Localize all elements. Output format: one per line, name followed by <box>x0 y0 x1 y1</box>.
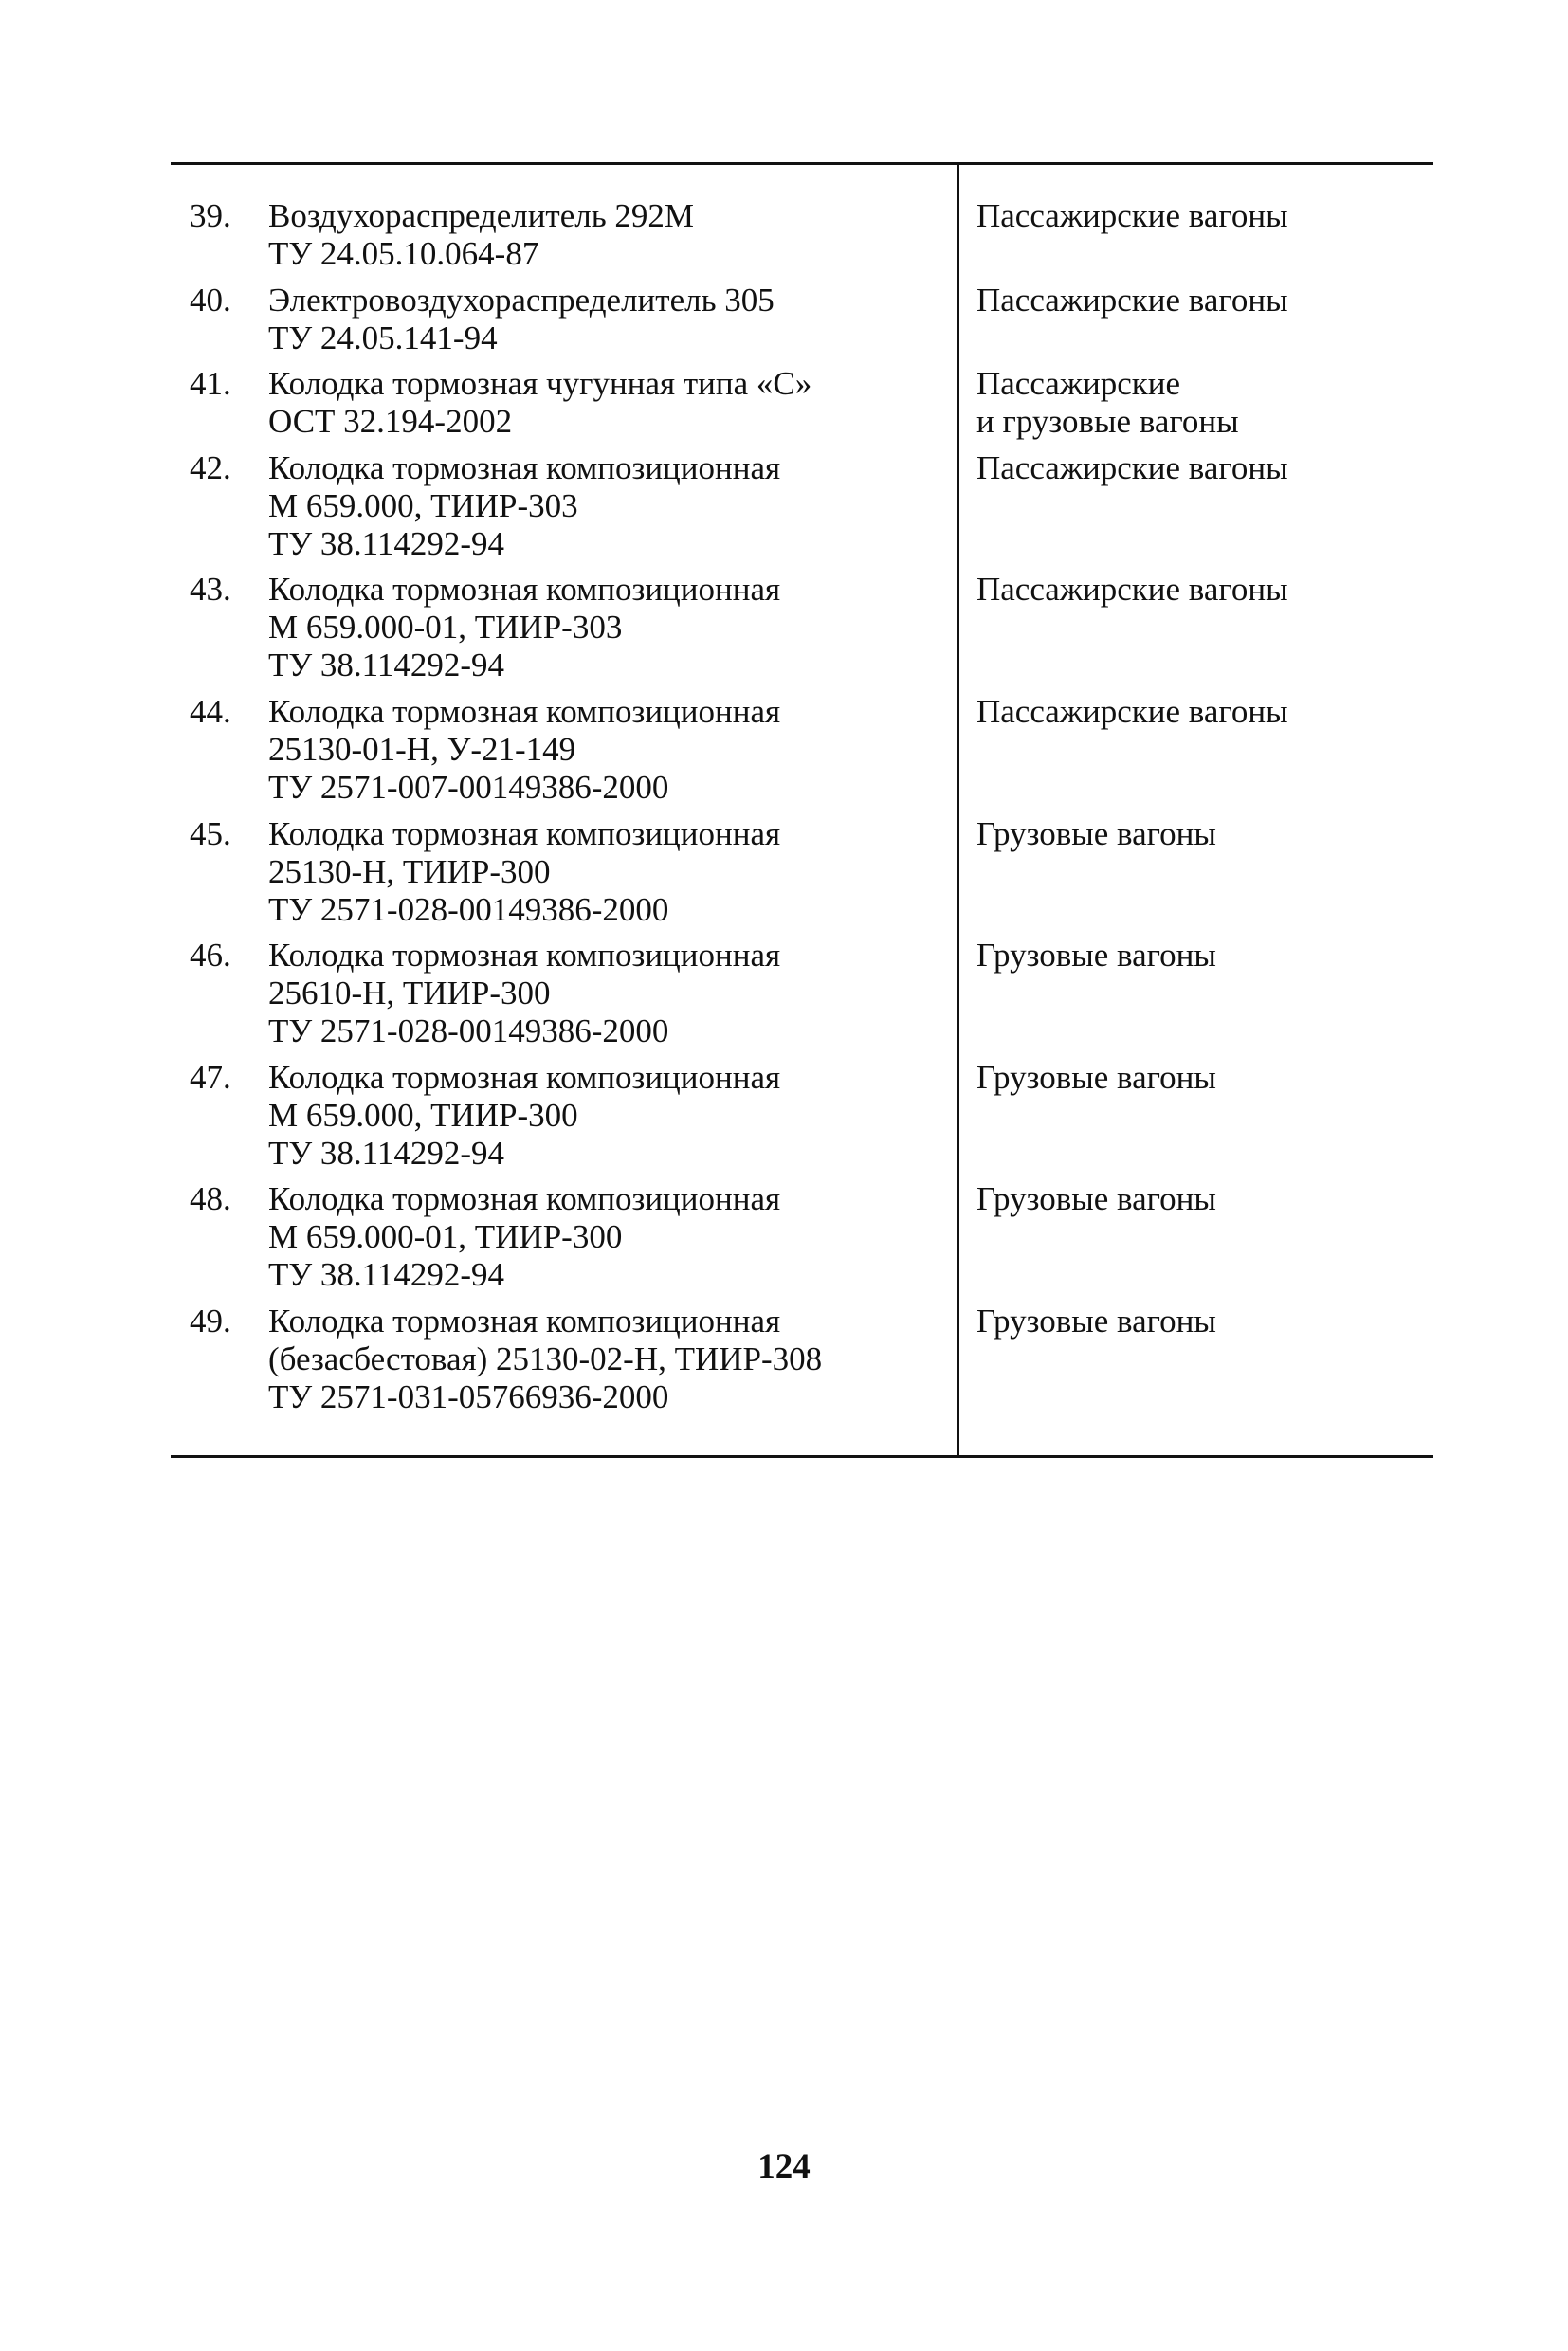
item-application <box>976 815 1413 853</box>
item-application <box>976 1059 1413 1097</box>
description-line: ТУ 38.114292-94 <box>268 1135 505 1172</box>
description-line: Колодка тормозная композиционная <box>268 815 781 852</box>
description-line: ТУ 38.114292-94 <box>268 647 505 683</box>
item-description <box>268 1180 946 1294</box>
item-application <box>976 365 1413 441</box>
item-application <box>976 282 1413 319</box>
item-number: 44. <box>190 693 231 730</box>
item-application <box>976 1303 1413 1340</box>
item-number: 48. <box>190 1180 231 1217</box>
table-top-rule <box>171 162 1433 165</box>
description-line: ТУ 38.114292-94 <box>268 525 505 562</box>
description-line: (безасбестовая) 25130-02-Н, ТИИР-308 <box>268 1340 823 1377</box>
item-application <box>976 449 1413 487</box>
item-description <box>268 937 946 1050</box>
description-line: М 659.000-01, ТИИР-300 <box>268 1218 623 1255</box>
description-line: Колодка тормозная композиционная <box>268 449 781 486</box>
item-description <box>268 693 946 807</box>
description-line: ТУ 2571-031-05766936-2000 <box>268 1378 669 1415</box>
application-line: Пассажирские <box>976 365 1181 402</box>
application-line: Грузовые вагоны <box>976 1059 1216 1096</box>
item-description <box>268 815 946 929</box>
item-number: 49. <box>190 1303 231 1340</box>
application-line: Пассажирские вагоны <box>976 449 1288 486</box>
description-line: М 659.000, ТИИР-300 <box>268 1097 578 1134</box>
description-line: ТУ 38.114292-94 <box>268 1256 505 1293</box>
application-line: Грузовые вагоны <box>976 1303 1216 1340</box>
description-line: 25130-01-Н, У-21-149 <box>268 731 576 768</box>
description-line: Колодка тормозная композиционная <box>268 937 781 974</box>
description-line: ТУ 24.05.10.064-87 <box>268 235 539 272</box>
item-application <box>976 197 1413 235</box>
item-number: 43. <box>190 571 231 608</box>
description-line: ТУ 24.05.141-94 <box>268 319 498 356</box>
application-line: и грузовые вагоны <box>976 403 1239 440</box>
description-line: ТУ 2571-028-00149386-2000 <box>268 891 669 928</box>
application-line: Пассажирские вагоны <box>976 693 1288 730</box>
table-bottom-rule <box>171 1455 1433 1458</box>
description-line: Колодка тормозная композиционная <box>268 571 781 608</box>
description-line: М 659.000, ТИИР-303 <box>268 487 578 524</box>
item-description <box>268 282 946 357</box>
application-line: Грузовые вагоны <box>976 937 1216 974</box>
item-description <box>268 449 946 563</box>
item-description <box>268 197 946 273</box>
item-application <box>976 693 1413 731</box>
item-description <box>268 571 946 684</box>
application-line: Пассажирские вагоны <box>976 282 1288 319</box>
description-line: Колодка тормозная композиционная <box>268 693 781 730</box>
page-number: 124 <box>757 2147 811 2186</box>
item-description <box>268 1303 946 1416</box>
item-number: 41. <box>190 365 231 402</box>
item-application <box>976 937 1413 975</box>
application-line: Пассажирские вагоны <box>976 571 1288 608</box>
item-number: 40. <box>190 282 231 319</box>
description-line: Электровоздухораспределитель 305 <box>268 282 775 319</box>
description-line: М 659.000-01, ТИИР-303 <box>268 609 623 646</box>
item-number: 39. <box>190 197 231 234</box>
application-line: Пассажирские вагоны <box>976 197 1288 234</box>
item-number: 46. <box>190 937 231 974</box>
description-line: Колодка тормозная композиционная <box>268 1059 781 1096</box>
item-description <box>268 1059 946 1173</box>
column-divider <box>957 162 959 1457</box>
description-line: Колодка тормозная композиционная <box>268 1303 781 1340</box>
item-application <box>976 1180 1413 1218</box>
description-line: ТУ 2571-007-00149386-2000 <box>268 769 669 806</box>
item-application <box>976 571 1413 609</box>
item-number: 47. <box>190 1059 231 1096</box>
description-line: ОСТ 32.194-2002 <box>268 403 513 440</box>
application-line: Грузовые вагоны <box>976 1180 1216 1217</box>
item-number: 42. <box>190 449 231 486</box>
description-line: Воздухораспределитель 292М <box>268 197 695 234</box>
description-line: Колодка тормозная композиционная <box>268 1180 781 1217</box>
description-line: 25130-Н, ТИИР-300 <box>268 853 551 890</box>
description-line: ТУ 2571-028-00149386-2000 <box>268 1012 669 1049</box>
description-line: Колодка тормозная чугунная типа «С» <box>268 365 812 402</box>
description-line: 25610-Н, ТИИР-300 <box>268 975 551 1011</box>
application-line: Грузовые вагоны <box>976 815 1216 852</box>
item-number: 45. <box>190 815 231 852</box>
item-description <box>268 365 946 441</box>
